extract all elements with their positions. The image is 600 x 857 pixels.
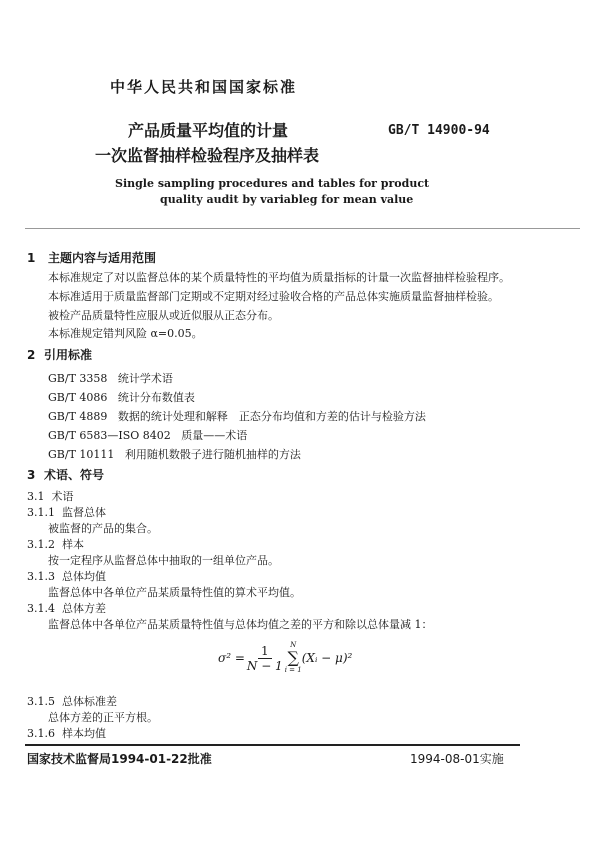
ref-item <box>48 372 173 386</box>
ref-name: 统计学术语 <box>117 372 173 385</box>
header-divider <box>25 228 580 229</box>
ref-item <box>48 410 426 424</box>
footer-divider <box>25 744 520 746</box>
formula-lhs: σ² = <box>218 651 245 665</box>
term-number: 3.1.1 <box>27 506 55 519</box>
formula-body: (Xᵢ − μ)² <box>301 651 353 665</box>
section-1-number: 1 <box>27 251 36 265</box>
term-number: 3.1.6 <box>27 727 55 740</box>
national-standard-heading: 中华人民共和国国家标准 <box>110 78 298 96</box>
english-title-line2: quality audit by variableg for mean value <box>160 193 414 206</box>
approval-date: 国家技术监督局1994-01-22批准 <box>27 752 212 766</box>
ref-code: GB/T 10111 <box>48 448 115 461</box>
term-title: 总体均值 <box>62 570 106 583</box>
term-title: 术语 <box>51 490 74 503</box>
effective-date: 1994-08-01实施 <box>410 752 504 766</box>
term-heading <box>27 570 106 584</box>
formula-numerator: 1 <box>258 644 272 659</box>
ref-item <box>48 448 301 462</box>
term-number: 3.1.4 <box>27 602 55 615</box>
section-1-para: 本标准适用于质量监督部门定期或不定期对经过验收合格的产品总体实施质量监督抽样检验。 <box>48 290 499 303</box>
term-heading <box>27 538 84 552</box>
term-definition: 按一定程序从监督总体中抽取的一组单位产品。 <box>48 554 279 567</box>
ref-item <box>48 391 195 405</box>
ref-code: GB/T 3358 <box>48 372 108 385</box>
ref-name: 统计分布数值表 <box>117 391 195 404</box>
term-heading <box>27 602 106 616</box>
term-title: 样本均值 <box>62 727 106 740</box>
formula-sum <box>285 641 302 675</box>
term-number: 3.1.2 <box>27 538 55 551</box>
formula-denominator: N − 1 <box>246 658 283 673</box>
section-3-number: 3 <box>27 468 36 482</box>
english-title-line1: Single sampling procedures and tables for product <box>115 177 430 190</box>
doc-title-line1: 产品质量平均值的计量 <box>128 121 289 140</box>
subsection-3-1 <box>27 490 74 504</box>
ref-name: 质量——术语 <box>181 429 248 442</box>
term-heading <box>27 727 106 741</box>
sum-symbol: ∑ <box>287 648 299 667</box>
term-title: 监督总体 <box>62 506 106 519</box>
variance-formula <box>218 638 352 678</box>
ref-item <box>48 429 247 443</box>
section-1-para: 本标准规定错判风险 α=0.05。 <box>48 327 203 340</box>
section-2-title: 引用标准 <box>44 348 93 362</box>
term-number: 3.1.5 <box>27 695 55 708</box>
section-1-para: 被检产品质量特性应服从或近似服从正态分布。 <box>48 309 279 322</box>
ref-name: 利用随机数骰子进行随机抽样的方法 <box>124 448 301 461</box>
term-title: 总体方差 <box>62 602 106 615</box>
term-definition: 监督总体中各单位产品某质量特性值的算术平均值。 <box>48 586 301 599</box>
formula-fraction <box>247 644 283 673</box>
term-heading <box>27 506 106 520</box>
doc-title-line2: 一次监督抽样检验程序及抽样表 <box>95 146 320 165</box>
term-definition: 监督总体中各单位产品某质量特性值与总体均值之差的平方和除以总体量减 1： <box>48 618 433 631</box>
section-3-title: 术语、符号 <box>44 468 105 482</box>
ref-code: GB/T 4889 <box>48 410 108 423</box>
ref-name: 数据的统计处理和解释 正态分布均值和方差的估计与检验方法 <box>117 410 426 423</box>
ref-code: GB/T 6583—ISO 8402 <box>48 429 171 442</box>
term-definition: 被监督的产品的集合。 <box>48 522 158 535</box>
sum-upper: N <box>290 641 297 649</box>
term-title: 样本 <box>62 538 84 551</box>
sum-lower: i = 1 <box>284 666 302 674</box>
section-1-title: 主题内容与适用范围 <box>48 251 157 265</box>
term-title: 总体标准差 <box>62 695 117 708</box>
standard-code: GB/T 14900-94 <box>388 123 490 138</box>
term-number: 3.1 <box>27 490 45 503</box>
ref-code: GB/T 4086 <box>48 391 108 404</box>
section-2-number: 2 <box>27 348 36 362</box>
term-number: 3.1.3 <box>27 570 55 583</box>
term-heading <box>27 695 117 709</box>
term-definition: 总体方差的正平方根。 <box>48 711 158 724</box>
section-1-para: 本标准规定了对以监督总体的某个质量特性的平均值为质量指标的计量一次监督抽样检验程序。 <box>48 271 510 284</box>
